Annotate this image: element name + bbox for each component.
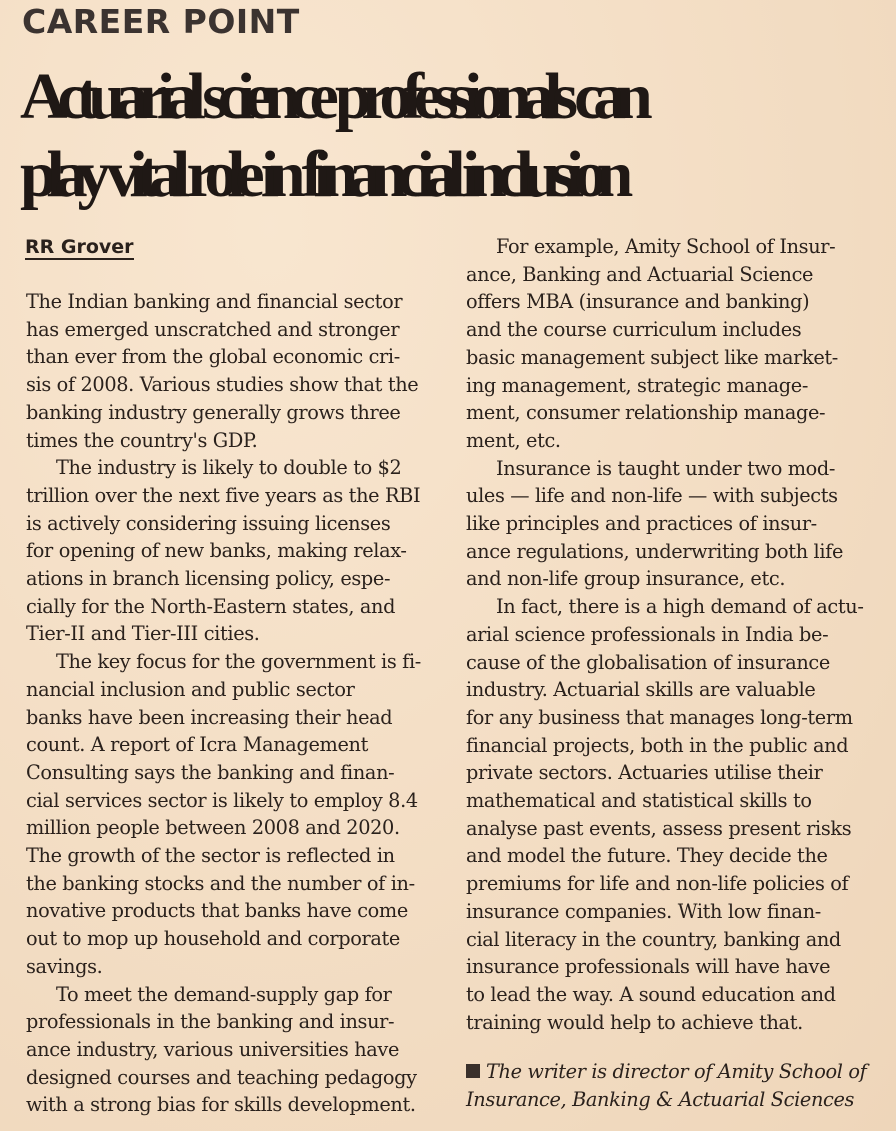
article-line: The key focus for the government is fi- bbox=[56, 650, 421, 674]
square-bullet-icon bbox=[466, 1064, 480, 1078]
article-line: private sectors. Actuaries utilise their bbox=[466, 761, 823, 785]
article-line: financial projects, both in the public and bbox=[466, 733, 849, 757]
article-line: basic management subject like market- bbox=[466, 345, 838, 369]
author-note-text: The writer is director of Amity School of bbox=[486, 1060, 867, 1084]
article-line: insurance professionals will have have bbox=[466, 955, 831, 979]
article-line: Consulting says the banking and finan- bbox=[26, 760, 395, 784]
article-line: and the course curriculum includes bbox=[466, 318, 802, 342]
article-line: count. A report of Icra Management bbox=[26, 733, 368, 757]
article-line: is actively considering issuing licenses bbox=[26, 511, 391, 535]
article-line: savings. bbox=[26, 954, 103, 978]
article-line: like principles and practices of insur- bbox=[466, 512, 817, 536]
article-line: sis of 2008. Various studies show that the bbox=[26, 373, 419, 397]
article-line: offers MBA (insurance and banking) bbox=[466, 290, 810, 314]
article-line: For example, Amity School of Insur- bbox=[496, 235, 836, 258]
article-line: ance industry, various universities have bbox=[26, 1037, 400, 1061]
author-note-line bbox=[466, 1086, 882, 1114]
article-line: has emerged unscratched and stronger bbox=[26, 317, 400, 341]
article-line: cause of the globalisation of insurance bbox=[466, 650, 830, 674]
article-line: than ever from the global economic cri- bbox=[26, 345, 400, 369]
article-line: out to mop up household and corporate bbox=[26, 927, 400, 951]
article-line: cial services sector is likely to employ 8.4 bbox=[26, 788, 418, 812]
article-line: training would help to achieve that. bbox=[466, 1010, 803, 1034]
article-line: The growth of the sector is reflected in bbox=[26, 844, 395, 868]
byline: RR Grover bbox=[25, 236, 134, 258]
article-line: professionals in the banking and insur- bbox=[26, 1010, 395, 1034]
article-line: The industry is likely to double to $2 bbox=[56, 456, 402, 480]
article-line: ment, consumer relationship manage- bbox=[466, 401, 826, 425]
article-line: ules — life and non-life — with subjects bbox=[466, 484, 838, 508]
article-line: ations in branch licensing policy, espe- bbox=[26, 567, 391, 591]
section-kicker: CAREER POINT bbox=[22, 2, 300, 41]
article-line: insurance companies. With low finan- bbox=[466, 899, 821, 923]
article-line: novative products that banks have come bbox=[26, 899, 408, 923]
article-line: Tier-II and Tier-III cities. bbox=[26, 622, 260, 646]
article-line: premiums for life and non-life policies of bbox=[466, 872, 849, 896]
article-line: banking industry generally grows three bbox=[26, 400, 401, 424]
article-line: ance, Banking and Actuarial Science bbox=[466, 262, 814, 286]
article-line: cially for the North-Eastern states, and bbox=[26, 594, 396, 618]
article-line: industry. Actuarial skills are valuable bbox=[466, 678, 816, 702]
article-line: the banking stocks and the number of in- bbox=[26, 871, 415, 895]
article-column-1 bbox=[26, 288, 438, 1119]
article-line: designed courses and teaching pedagogy bbox=[26, 1065, 417, 1089]
article-line: ing management, strategic manage- bbox=[466, 373, 808, 397]
article-line: million people between 2008 and 2020. bbox=[26, 816, 400, 840]
headline-line: Actuarial science professionals can bbox=[20, 60, 643, 133]
article-column-2 bbox=[466, 233, 882, 1114]
article-line: ment, etc. bbox=[466, 428, 561, 452]
article-line: ance regulations, underwriting both life bbox=[466, 539, 844, 563]
article-line: nancial inclusion and public sector bbox=[26, 677, 355, 701]
article-line: The Indian banking and financial sector bbox=[26, 290, 403, 313]
article-line: and non-life group insurance, etc. bbox=[466, 567, 786, 591]
article-line: analyse past events, assess present risks bbox=[466, 816, 852, 840]
note-spacer bbox=[466, 1036, 882, 1058]
article-line: with a strong bias for skills development. bbox=[26, 1093, 416, 1117]
article-line: trillion over the next five years as the RBI bbox=[26, 483, 421, 507]
article-line: for opening of new banks, making relax- bbox=[26, 539, 407, 563]
author-note-line bbox=[466, 1058, 882, 1086]
article-line: To meet the demand-supply gap for bbox=[56, 982, 392, 1006]
headline-line: play vital role in financial inclusion bbox=[20, 138, 624, 211]
article-line: mathematical and statistical skills to bbox=[466, 789, 812, 813]
author-note-text: Insurance, Banking & Actuarial Sciences bbox=[466, 1088, 855, 1112]
article-line: Insurance is taught under two mod- bbox=[496, 456, 836, 480]
article-line: and model the future. They decide the bbox=[466, 844, 828, 868]
article-line: banks have been increasing their head bbox=[26, 705, 393, 729]
article-line: In fact, there is a high demand of actu- bbox=[496, 595, 864, 619]
article-line: arial science professionals in India be- bbox=[466, 622, 829, 646]
article-line: times the country's GDP. bbox=[26, 428, 258, 452]
article-line: for any business that manages long-term bbox=[466, 705, 853, 729]
article-line: cial literacy in the country, banking and bbox=[466, 927, 841, 951]
article-line: to lead the way. A sound education and bbox=[466, 982, 836, 1006]
headline bbox=[20, 58, 890, 214]
